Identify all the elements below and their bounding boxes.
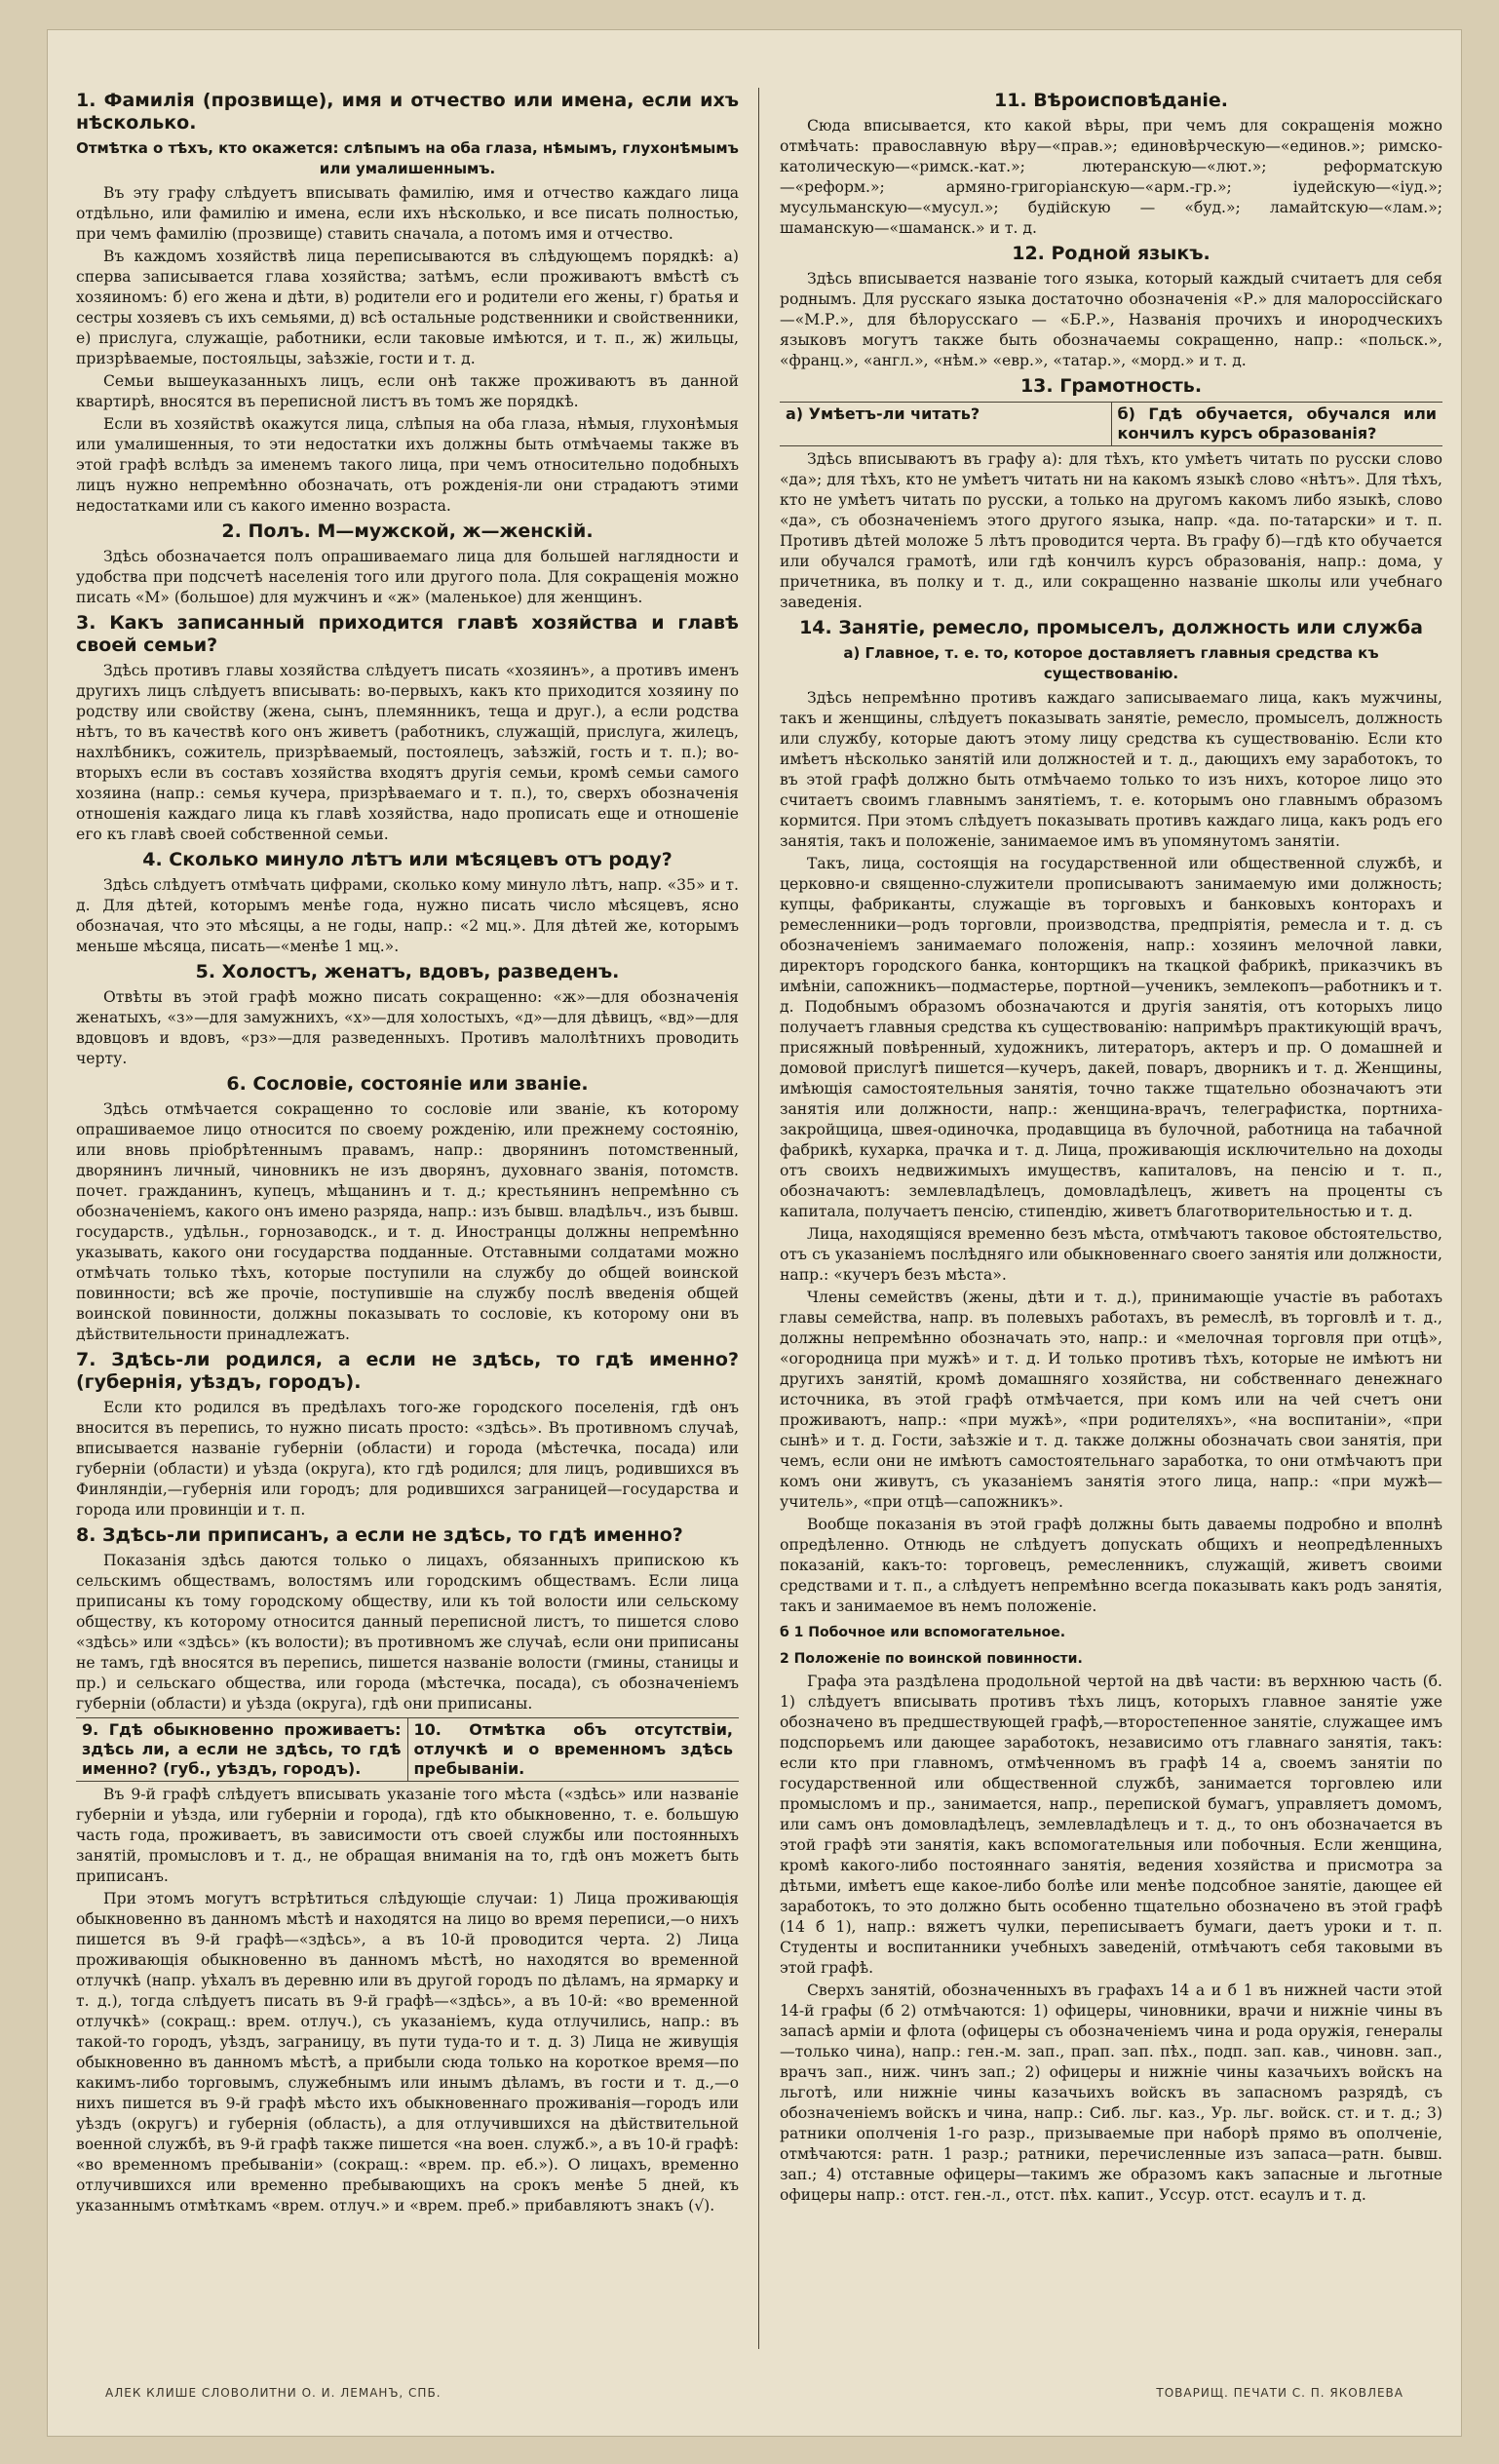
right-column [780, 86, 1442, 2359]
section-10-heading: 10. Отмѣтка объ отсутствіи, отлучкѣ и о временномъ здѣсь пребываніи. [407, 1718, 740, 1781]
section-13-heading: 13. Грамотность. [1019, 375, 1203, 397]
section-14-lede: а) Главное, т. е. то, которое доставляетъ главныя средства къ существованію. [843, 644, 1379, 682]
section-9-paragraph: Въ 9-й графѣ слѣдуетъ вписывать указаніе того мѣста («здѣсь» или названіе губерніи и уѣзда, или губерніи и города), гдѣ кто обыкновенно, т. е. большую часть года, проживаетъ, въ зависимости отъ своей службы или постоянныхъ занятій, промысловъ и т. д., не обращая вниманія на то, гдѣ онъ можетъ быть приписанъ. [76, 1786, 739, 1885]
section-6-heading: 6. Сословіе, состояніе или званіе. [226, 1073, 589, 1095]
section-9-paragraph: При этомъ могутъ встрѣтиться слѣдующіе случаи: 1) Лица проживающія обыкновенно въ данномъ мѣстѣ и находятся на лицо во время переписи,—о нихъ пишется въ 9-й графѣ—«здѣсь», а въ 10-й проводится черта. 2) Лица проживающія обыкновенно въ данномъ мѣстѣ, но находятся во временной отлучкѣ (напр. уѣхалъ въ деревню или въ другой городъ по дѣламъ, на ярмарку и т. д.), тогда слѣдуетъ писать въ 9-й графѣ—«здѣсь», а въ 10-й: «во временной отлучкѣ» (сокращ.: врем. отлуч.), съ указаніемъ, куда отлучились, напр.: въ такой-то городъ, уѣздъ, заграницу, въ пути туда-то и т. д. 3) Лица не живущія обыкновенно въ данномъ мѣстѣ, а прибыли сюда только на короткое время—по какимъ-либо торговымъ, служебнымъ или инымъ дѣламъ, въ гости и т. д.,—о нихъ пишется въ 9-й графѣ мѣсто ихъ обыкновеннаго проживанія—городъ или уѣздъ (округъ) и губернія (область), а для отлучившихся на дѣйствительной военной службѣ, въ 9-й графѣ также пишется «на воен. служб.», а въ 10-й графѣ: «во временномъ пребываніи» (сокращ.: «врем. пр. еб.»). О лицахъ, временно отлучившихся или временно пребывающихъ на срокъ менѣе 5 дней, къ указаннымъ отмѣткамъ «врем. отлуч.» и «врем. преб.» прибавляютъ знакъ (√). [76, 1890, 739, 2214]
section-14-paragraph: Члены семействъ (жены, дѣти и т. д.), принимающіе участіе въ работахъ главы семейства, напр. въ полевыхъ работахъ, въ ремеслѣ, въ торговлѣ и т. д., должны непремѣнно обозначать это, напр.: и «мелочная торговля при отцѣ», «огородница при мужѣ» и т. д. И только противъ тѣхъ, которые не имѣютъ ни другихъ занятій, кромѣ домашняго хозяйства, ни собственнаго денежнаго источника, въ этой графѣ отмѣчается, при комъ или на чей счетъ они проживаютъ, напр.: «при мужѣ», «при родителяхъ», «на воспитаніи», «при сынѣ» и т. д. Гости, заѣзжіе и т. д. также должны обозначать свои занятія, при чемъ, если они не имѣютъ самостоятельнаго заработка, то они отмѣчаютъ при комъ они живутъ, съ указаніемъ занятія этого лица, напр.: «при мужѣ—учитель», «при отцѣ—сапожникъ». [780, 1289, 1442, 1511]
section-11-heading: 11. Вѣроисповѣданіе. [993, 90, 1229, 111]
section-9-heading: 9. Гдѣ обыкновенно проживаетъ: здѣсь ли, а если не здѣсь, то гдѣ именно? (губ., уѣздъ, городъ). [82, 1720, 402, 1778]
section-14-b2-heading: 2 Положеніе по воинской повинности. [780, 1651, 1083, 1667]
census-instruction-sheet [47, 29, 1462, 2437]
section-1-paragraph: Въ каждомъ хозяйствѣ лица переписываются въ слѣдующемъ порядкѣ: а) сперва записывается глава хозяйства; затѣмъ, если проживаютъ вмѣстѣ съ хозяиномъ: б) его жена и дѣти, в) родители его и родители его жены, г) братья и сестры хозяевъ съ ихъ семьями, д) всѣ остальные родственники и свойственники, е) прислуга, служащіе, работники, если таковые имѣются, и т. п., ж) жильцы, призрѣваемые, постояльцы, заѣзжіе, гости и т. д. [76, 248, 739, 367]
section-6-paragraph: Здѣсь отмѣчается сокращенно то сословіе или званіе, къ которому опрашиваемое лицо относится по своему рожденію, или прежнему состоянію, или вновь пріобрѣтеннымъ правамъ, напр.: дворянинъ потомственный, дворянинъ личный, чиновникъ не изъ дворянъ, духовнаго званія, потомств. почет. гражданинъ, купецъ, мѣщанинъ и т. д.; крестьянинъ непремѣнно съ обозначеніемъ, какого онъ имено разряда, напр.: изъ бывш. владѣльч., изъ бывш. государств., удѣльн., горнозаводск., и т. д. Иностранцы должны непремѣнно указывать, какого они государства подданные. Отставными солдатами можно отмѣчать только тѣхъ, которые поступили на службу до общей воинской повинности; всѣ же прочіе, поступившіе на службу послѣ введенія общей воинской повинности, должны показывать то сословіе, къ которому они въ дѣйствительности принадлежатъ. [76, 1100, 739, 1343]
section-2-paragraph: Здѣсь обозначается полъ опрашиваемаго лица для большей наглядности и удобства при подсчетѣ населенія того или другого пола. Для сокращенія можно писать «М» (большое) для мужчинъ и «ж» (маленькое) для женщинъ. [76, 548, 739, 606]
section-7-heading: 7. Здѣсь-ли родился, а если не здѣсь, то гдѣ именно? (губернія, уѣздъ, городъ). [76, 1349, 739, 1393]
section-3-heading: 3. Какъ записанный приходится главѣ хозяйства и главѣ своей семьи? [76, 612, 739, 656]
section-5-paragraph: Отвѣты въ этой графѣ можно писать сокращенно: «ж»—для обозначенія женатыхъ, «з»—для замужнихъ, «х»—для холостыхъ, «д»—для дѣвицъ, «вд»—для вдовцовъ и вдовъ, «рз»—для разведенныхъ. Противъ малолѣтнихъ проводить черту. [76, 988, 739, 1067]
section-8-paragraph: Показанія здѣсь даются только о лицахъ, обязанныхъ припискою къ сельскимъ обществамъ, волостямъ или городскимъ обществамъ. Если лица приписаны къ тому городскому обществу, или къ той волости или сельскому обществу, къ которому относится данный переписной листъ, то пишется слово «здѣсь» или «здѣсь» (къ волости); въ противномъ же случаѣ, если они приписаны не тамъ, гдѣ вносятся въ перепись, пишется названіе волости (гмины, станицы и пр.) и сельскаго общества, или города (мѣстечка, посада), съ обозначеніемъ губерніи (области) и уѣзда (округа), гдѣ они приписаны. [76, 1552, 739, 1713]
section-13-b-heading: б) Гдѣ обучается, обучался или кончилъ курсъ образованія? [1111, 403, 1443, 445]
section-9-10-header [76, 1717, 739, 1782]
section-4-paragraph: Здѣсь слѣдуетъ отмѣчать цифрами, сколько кому минуло лѣтъ, напр. «35» и т. д. Для дѣтей, которымъ менѣе года, нужно писать число мѣсяцевъ, ясно обозначая, что это мѣсяцы, а не годы, напр.: «2 мц.». Для дѣтей же, которымъ меньше мѣсяца, писать—«менѣе 1 мц.». [76, 876, 739, 955]
section-14-paragraph: Сверхъ занятій, обозначенныхъ въ графахъ 14 а и б 1 въ нижней части этой 14-й графы (б 2) отмѣчаются: 1) офицеры, чиновники, врачи и нижніе чины въ запасѣ арміи и флота (офицеры съ обозначеніемъ чина и рода оружія, генералы—только чина), напр.: ген.-м. зап., прап. зап. пѣх., подп. зап. кав., чиновн. зап., врачъ зап., ниж. чинъ зап.; 2) офицеры и нижніе чины казачьихъ войскъ на льготѣ, или нижніе чины казачьихъ войскъ въ запасномъ разрядѣ, съ обозначеніемъ войскъ и чина, напр.: Сиб. льг. каз., Ур. льг. войск. ст. и т. д.; 3) ратники ополченія 1-го разр., призываемые при наборѣ прямо въ ополченіе, отмѣчаются: ратн. 1 разр.; ратники, перечисленные изъ запаса—ратн. бывш. зап.; 4) отставные офицеры—такимъ же образомъ какъ запасные и льготные офицеры напр.: отст. ген.-л., отст. пѣх. капит., Уссур. отст. есаулъ и т. д. [780, 1982, 1442, 2204]
section-14-heading: 14. Занятіе, ремесло, промыселъ, должность или служба [799, 617, 1423, 638]
footer-left: АЛЕК КЛИШЕ СЛОВОЛИТНИ О. И. ЛЕМАНЪ, СПБ. [105, 2386, 442, 2400]
section-4-heading: 4. Сколько минуло лѣтъ или мѣсяцевъ отъ роду? [142, 849, 673, 870]
section-11-paragraph: Сюда вписывается, кто какой вѣры, при чемъ для сокращенія можно отмѣчать: православную вѣру—«прав.»; единовѣрческую—«единов.»; римско-католическую—«римск.-кат.»; лютеранскую—«лют.»; реформатскую—«реформ.»; армяно-григоріанскую—«арм.-гр.»; іудейскую—«іуд.»; мусульманскую—«мусул.»; будійскую — «буд.»; ламайтскую—«лам.»; шаманскую—«шаманск.» и т. д. [780, 117, 1442, 237]
section-13-paragraph: Здѣсь вписываютъ въ графу а): для тѣхъ, кто умѣетъ читать по русски слово «да»; для тѣхъ, кто не умѣетъ читать ни на какомъ языкѣ слово «нѣтъ». Для тѣхъ, кто не умѣетъ читать по русски, а только на другомъ какомъ либо языкѣ, слово «да», съ обозначеніемъ этого другого языка, напр. «да. по-татарски» и т. п. Противъ дѣтей моложе 5 лѣтъ проводится черта. Въ графу б)—гдѣ кто обучается или обучался грамотѣ, или гдѣ кончилъ курсъ образованія, напр.: дома, у причетника, въ полку и т. д., или сокращенно названіе школы или учебнаго заведенія. [780, 450, 1442, 611]
section-3-paragraph: Здѣсь противъ главы хозяйства слѣдуетъ писать «хозяинъ», а противъ именъ другихъ лицъ слѣдуетъ вписывать: во-первыхъ, какъ кто приходится хозяину по родству или свойству (жена, сынъ, племянникъ, теща и друг.), а если родства нѣтъ, то въ качествѣ кого онъ живетъ (работникъ, служащій, прислуга, жилецъ, нахлѣбникъ, сожитель, призрѣваемый, постоялецъ, заѣзжій, гость и т. п.); во-вторыхъ если въ составъ хозяйства входятъ другія семьи, кромѣ семьи самого хозяина (напр.: семья кучера, призрѣваемаго и т. п.), то, сверхъ обозначенія отношенія каждаго лица къ главѣ хозяйства, надо прописать еще и отношеніе его къ главѣ своей собственной семьи. [76, 662, 739, 843]
section-5-heading: 5. Холостъ, женатъ, вдовъ, разведенъ. [195, 961, 620, 982]
section-14-paragraph: Вообще показанія въ этой графѣ должны быть даваемы подробно и вполнѣ опредѣленно. Отнюдь не слѣдуетъ допускать общихъ и неопредѣленныхъ показаній, какъ-то: торговецъ, ремесленникъ, служащій, живетъ своими средствами и т. п., а слѣдуетъ непремѣнно всегда показывать какъ родъ занятія, такъ и занимаемое въ немъ положеніе. [780, 1516, 1442, 1615]
section-1-note: Отмѣтка о тѣхъ, кто окажется: слѣпымъ на оба глаза, нѣмымъ, глухонѣмымъ или умалишеннымъ. [76, 139, 739, 177]
section-7-paragraph: Если кто родился въ предѣлахъ того-же городского поселенія, гдѣ онъ вносится въ перепись, то нужно писать просто: «здѣсь». Въ противномъ случаѣ, вписывается названіе губерніи (области) и города (мѣстечка, посада) или губерніи (области) и уѣзда (округа), кто гдѣ родился; для лицъ, родившихся въ Финляндіи,—губернія или городъ; для родившихся заграницей—государства и города или провинціи и т. п. [76, 1399, 739, 1519]
section-1-paragraph: Если въ хозяйствѣ окажутся лица, слѣпыя на оба глаза, нѣмыя, глухонѣмыя или умалишенныя, то эти недостатки ихъ должны быть отмѣчаемы также въ этой графѣ вслѣдъ за именемъ такого лица, при чемъ относительно подобныхъ лицъ нужно непремѣнно обозначать, отъ рожденія-ли они страдаютъ этими недостатками или съ какого именно возраста. [76, 415, 739, 515]
section-1-paragraph: Въ эту графу слѣдуетъ вписывать фамилію, имя и отчество каждаго лица отдѣльно, или фамилію и имена, если ихъ нѣсколько, и все писать полностью, при чемъ фамилію (прозвище) ставить сначала, а потомъ имя и отчество. [76, 184, 739, 243]
section-2-heading: 2. Полъ. М—мужской, ж—женскій. [221, 520, 594, 542]
column-divider [758, 88, 759, 2349]
section-13-a-heading: а) Умѣетъ-ли читать? [786, 404, 980, 423]
section-14-paragraph: Лица, находящіяся временно безъ мѣста, отмѣчаютъ таковое обстоятельство, отъ съ указаніемъ послѣдняго или обыкновеннаго своего занятія или должности, напр.: «кучеръ безъ мѣста». [780, 1225, 1442, 1284]
section-13-subheader [780, 402, 1442, 446]
left-column [76, 86, 739, 2359]
section-1-heading: 1. Фамилія (прозвище), имя и отчество или имена, если ихъ нѣсколько. [76, 90, 739, 134]
section-12-paragraph: Здѣсь вписывается названіе того языка, который каждый считаетъ для себя роднымъ. Для русскаго языка достаточно обозначенія «Р.» для малороссійскаго—«М.Р.», для бѣлорусскаго — «Б.Р.», Названія прочихъ и инородческихъ языковъ могутъ также быть обозначаемы сокращенно, напр.: «польск.», «франц.», «англ.», «нѣм.» «евр.», «татар.», «морд.» и т. д. [780, 270, 1442, 369]
footer-right: ТОВАРИЩ. ПЕЧАТИ С. П. ЯКОВЛЕВА [1156, 2386, 1403, 2400]
printer-footer [105, 2386, 1403, 2409]
section-8-heading: 8. Здѣсь-ли приписанъ, а если не здѣсь, то гдѣ именно? [76, 1524, 683, 1546]
section-14-paragraph: Здѣсь непремѣнно противъ каждаго записываемаго лица, какъ мужчины, такъ и женщины, слѣдуетъ показывать занятіе, ремесло, промыселъ, должность или службу, которые даютъ этому лицу средства къ существованію. Если кто имѣетъ нѣсколько занятій или должностей и т. д., дающихъ ему заработокъ, то въ этой графѣ должно быть отмѣчаемо только то изъ нихъ, которое лицо это считаетъ своимъ главнымъ занятіемъ, т. е. которымъ оно главнымъ образомъ кормится. При этомъ слѣдуетъ показывать противъ каждаго лица, какъ родъ его занятія, такъ и положеніе, занимаемое имъ въ упомянутомъ занятіи. [780, 689, 1442, 850]
section-14-b1-heading: б 1 Побочное или вспомогательное. [780, 1625, 1066, 1640]
section-12-heading: 12. Родной языкъ. [1012, 243, 1211, 264]
section-14-paragraph: Такъ, лица, состоящія на государственной или общественной службѣ, и церковно-и священно-служители прописываютъ занимаемую ими должность; купцы, фабриканты, служащіе въ торговыхъ и банковыхъ конторахъ и ремесленники—родъ торговли, производства, предпріятія, ремесла и т. д. съ обозначеніемъ занимаемаго положенія, напр.: хозяинъ мелочной лавки, директоръ городского банка, конторщикъ на ткацкой фабрикѣ, приказчикъ въ имѣніи, сапожникъ—подмастерье, портной—ученикъ, землекопъ—работникъ и т. д. Подобнымъ образомъ обозначаются и другія занятія, отъ которыхъ лицо получаетъ главныя средства къ существованію: напримѣръ практикующій врачъ, присяжный повѣренный, художникъ, литераторъ, актеръ и пр. О домашней и домовой прислугѣ пишется—кучеръ, дакей, поваръ, дворникъ и т. д. Женщины, имѣющія самостоятельныя занятія, точно также тщательно обозначаютъ эти занятія или должности, напр.: женщина-врачъ, телеграфистка, портниха-закройщица, швея-одиночка, продавщица въ булочной, работница на табачной фабрикѣ, кухарка, прачка и т. д. Лица, проживающія исключительно на доходы отъ своихъ недвижимыхъ имуществъ, капиталовъ, на пенсію и т. п., обозначаютъ: землевладѣлецъ, домовладѣлецъ, живетъ на проценты съ капитала, получаетъ пенсію, стипендію, живетъ благотворительностью и т. д. [780, 855, 1442, 1220]
section-14-paragraph: Графа эта раздѣлена продольной чертой на двѣ части: въ верхнюю часть (б. 1) слѣдуетъ вписывать противъ тѣхъ лицъ, которыхъ главное занятіе уже обозначено въ предшествующей графѣ,—второстепенное занятіе, служащее имъ подспорьемъ или дающее заработокъ, независимо отъ главнаго занятія, такъ: если кто при главномъ, отмѣченномъ въ графѣ 14 а, своемъ занятіи по государственной или общественной службѣ, занимается торговлею или промысломъ и пр., занимается, напр., перепиской бумагъ, управляетъ домомъ, или самъ онъ домовладѣлецъ, землевладѣлецъ и т. д., то онъ обозначается въ этой графѣ эти занятія, какъ вспомогательныя или побочныя. Если женщина, кромѣ какого-либо постояннаго занятія, ведения хозяйства и присмотра за дѣтьми, имѣетъ еще какое-либо болѣе или менѣе подсобное занятіе, дающее ей заработокъ, то это должно быть особенно тщательно обозначено въ этой графѣ (14 б 1), напр.: вяжетъ чулки, переписываетъ бумаги, даетъ уроки и т. п. Студенты и воспитанники учебныхъ заведеній, отмѣчаютъ себя таковыми въ этой графѣ. [780, 1673, 1442, 1977]
section-1-paragraph: Семьи вышеуказанныхъ лицъ, если онѣ также проживаютъ въ данной квартирѣ, вносятся въ переписной листъ въ томъ же порядкѣ. [76, 372, 739, 410]
